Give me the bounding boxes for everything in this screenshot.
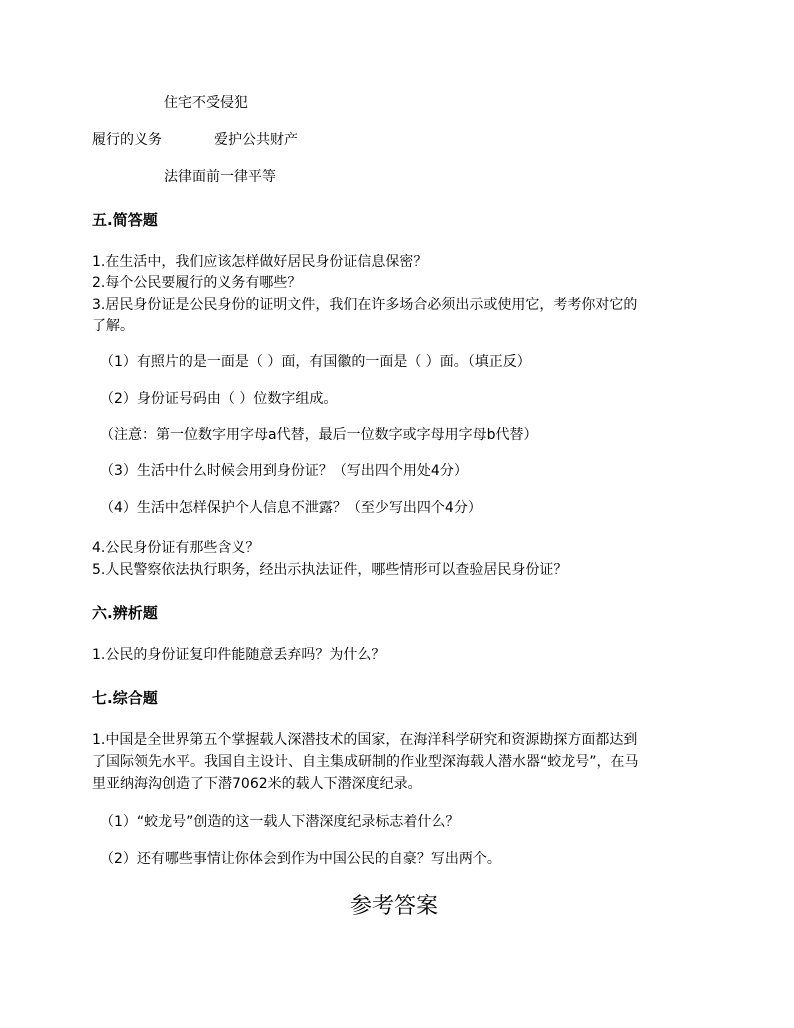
section6-q1: 1.公民的身份证复印件能随意丢弃吗？为什么？ [92,647,386,663]
matching-item-equality: 法律面前一律平等 [164,169,276,185]
section5-q3-sub4: （4）生活中怎样保护个人信息不泄露？（至少写出四个4分） [100,500,482,516]
answer-title: 参考答案 [350,894,439,919]
section5-q3-sub3: （3）生活中什么时候会用到身份证？（写出四个用处4分） [100,463,468,479]
section5-q4: 4.公民身份证有那些含义？ [92,540,260,556]
section5-q5: 5.人民警察依法执行职务，经出示执法证件，哪些情形可以查验居民身份证？ [92,562,568,578]
matching-item-property: 爱护公共财产 [214,132,298,148]
section5-title: 五.简答题 [92,211,158,229]
matching-label-duty: 履行的义务 [92,132,162,148]
section5-q1: 1.在生活中，我们应该怎样做好居民身份证信息保密？ [92,254,428,270]
section5-q3-note: （注意：第一位数字用字母a代替，最后一位数字或字母用字母b代替） [100,427,538,443]
section5-q3-sub2: （2）身份证号码由（ ）位数字组成。 [100,391,338,407]
section7-q1-sub1: （1）“蛟龙号”创造的这一载人下潜深度纪录标志着什么？ [100,814,460,830]
matching-item-home: 住宅不受侵犯 [164,95,248,111]
section6-title: 六.辨析题 [92,604,158,622]
section7-q1-line2: 了国际领先水平。我国自主设计、自主集成研制的作业型深海载人潜水器“蛟龙号”，在马 [92,754,639,770]
section5-q3-sub1: （1）有照片的是一面是（ ）面，有国徽的一面是（ ）面。（填正反） [100,354,531,370]
section5-q2: 2.每个公民要履行的义务有哪些？ [92,275,302,291]
section5-q3-line1: 3.居民身份证是公民身份的证明文件，我们在许多场合必须出示或使用它，考考你对它的 [92,297,638,313]
section7-q1-sub2: （2）还有哪些事情让你体会到作为中国公民的自豪？写出两个。 [100,851,501,867]
section5-q3-line2: 了解。 [92,318,134,334]
section7-q1-line3: 里亚纳海沟创造了下潜7062米的载人下潜深度纪录。 [92,776,422,792]
section7-title: 七.综合题 [92,689,158,707]
section7-q1-line1: 1.中国是全世界第五个掌握载人深潜技术的国家，在海洋科学研究和资源勘探方面都达到 [92,732,638,748]
